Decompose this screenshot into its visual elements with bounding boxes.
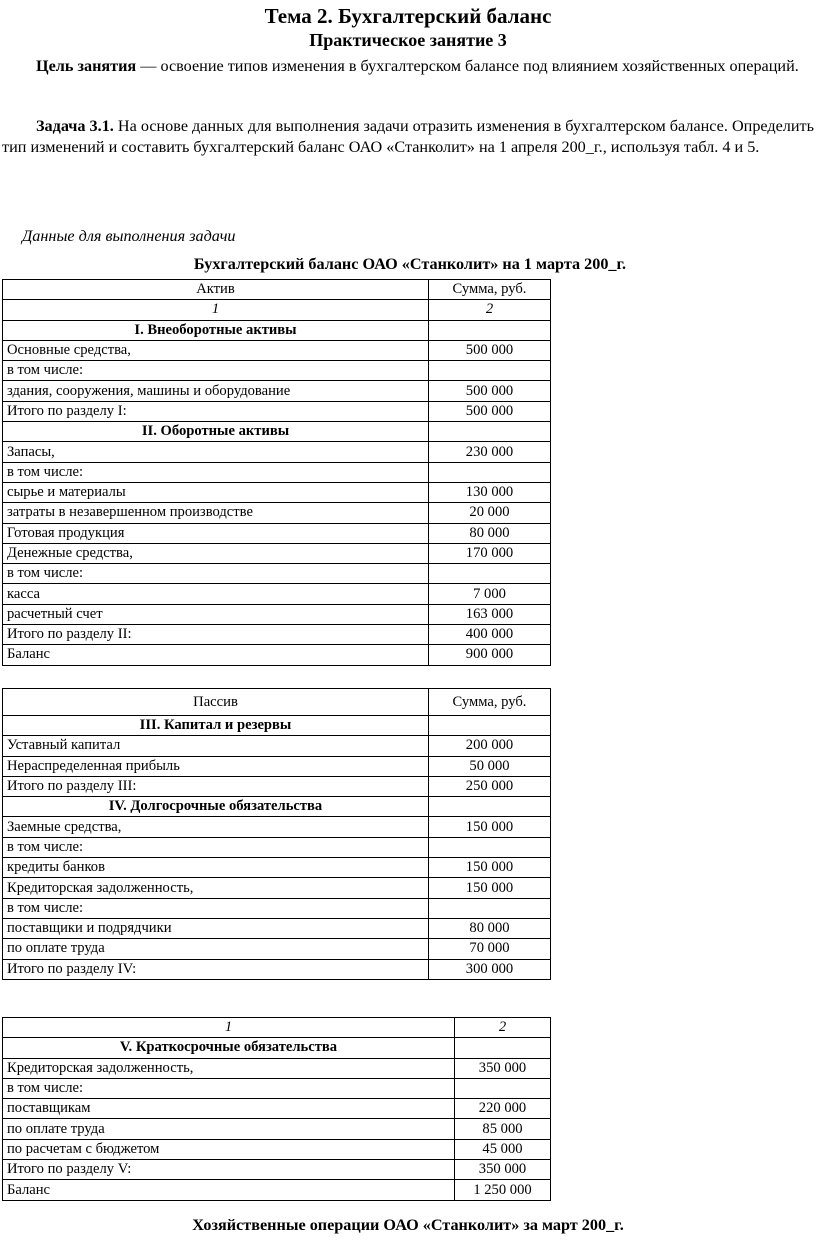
row-label: Готовая продукция [3,523,429,543]
row-sum: 250 000 [429,776,551,796]
table-row [3,1099,551,1119]
row-sum: 163 000 [429,604,551,624]
asset-header-row [3,280,551,300]
table-row [3,422,551,442]
balance-title: Бухгалтерский баланс ОАО «Станколит» на 1 марта 200_г. [193,255,627,273]
table-row [3,523,551,543]
asset-index-row [3,300,551,320]
section-heading: V. Краткосрочные обязательства [3,1038,455,1058]
liability-header-row [3,689,551,716]
liability-table [2,688,551,980]
row-label: затраты в незавершенном производстве [3,503,429,523]
table-row [3,381,551,401]
row-label: в том числе: [3,564,429,584]
task-paragraph [2,116,814,158]
row-sum [429,564,551,584]
row-label: Денежные средства, [3,543,429,563]
table-row [3,625,551,645]
row-sum [429,837,551,857]
row-sum: 200 000 [429,736,551,756]
table-row [3,918,551,938]
table-row [3,756,551,776]
table-row [3,1139,551,1159]
short-idx-sum: 2 [455,1018,551,1038]
row-sum [429,797,551,817]
table-row [3,959,551,979]
table-row [3,939,551,959]
table-row [3,837,551,857]
table-row [3,462,551,482]
row-label: сырье и материалы [3,482,429,502]
row-label: в том числе: [3,361,429,381]
row-sum [429,422,551,442]
row-label: по оплате труда [3,939,429,959]
row-sum: 400 000 [429,625,551,645]
task-text: На основе данных для выполнения задачи отразить изменения в бухгалтерском балансе. Определить тип изменений и составить бухгалтерский баланс ОАО «Станколит» на 1 апреля 200_г., используя табл. 4 и 5. [2,117,815,156]
asset-col-name: Актив [3,280,429,300]
table-row [3,1180,551,1200]
row-label: Баланс [3,1180,455,1200]
table-row [3,503,551,523]
row-label: поставщики и подрядчики [3,918,429,938]
table-row [3,361,551,381]
row-label: Итого по разделу IV: [3,959,429,979]
row-label: Уставный капитал [3,736,429,756]
row-label: Нераспределенная прибыль [3,756,429,776]
row-label: в том числе: [3,462,429,482]
table-row [3,645,551,665]
liability-col-sum: Сумма, руб. [429,689,551,716]
table-row [3,340,551,360]
row-sum: 350 000 [455,1058,551,1078]
table-row [3,1058,551,1078]
row-label: в том числе: [3,898,429,918]
table-row [3,1078,551,1098]
table-row [3,1038,551,1058]
row-sum: 50 000 [429,756,551,776]
table-row [3,564,551,584]
row-sum: 300 000 [429,959,551,979]
row-sum: 45 000 [455,1139,551,1159]
row-sum [455,1078,551,1098]
short-index-row [3,1018,551,1038]
table-row [3,401,551,421]
goal-text: — освоение типов изменения в бухгалтерском балансе под влиянием хозяйственных операций. [136,57,799,75]
row-label: Основные средства, [3,340,429,360]
row-label: поставщикам [3,1099,455,1119]
table-row [3,442,551,462]
lesson-subtitle: Практическое занятие 3 [309,30,507,50]
row-sum: 70 000 [429,939,551,959]
row-sum [455,1038,551,1058]
goal-paragraph [2,56,814,77]
operations-title: Хозяйственные операции ОАО «Станколит» за март 200_г. [192,1216,624,1234]
row-label: Кредиторская задолженность, [3,1058,455,1078]
row-sum: 150 000 [429,817,551,837]
section-heading: II. Оборотные активы [3,422,429,442]
row-sum: 150 000 [429,878,551,898]
row-sum: 80 000 [429,523,551,543]
row-sum: 80 000 [429,918,551,938]
goal-label: Цель занятия [36,57,137,75]
row-sum: 85 000 [455,1119,551,1139]
row-label: Заемные средства, [3,817,429,837]
row-label: касса [3,584,429,604]
row-sum: 500 000 [429,381,551,401]
row-label: Баланс [3,645,429,665]
table-row [3,797,551,817]
row-sum: 20 000 [429,503,551,523]
table-row [3,543,551,563]
row-label: кредиты банков [3,858,429,878]
table-row [3,716,551,736]
table-row [3,482,551,502]
row-sum: 130 000 [429,482,551,502]
row-label: Итого по разделу III: [3,776,429,796]
row-label: в том числе: [3,837,429,857]
asset-idx-sum: 2 [429,300,551,320]
section-heading: IV. Долгосрочные обязательства [3,797,429,817]
table-row [3,1160,551,1180]
table-row [3,604,551,624]
asset-col-sum: Сумма, руб. [429,280,551,300]
data-label: Данные для выполнения задачи [22,227,236,245]
table-row [3,776,551,796]
short-term-table [2,1017,551,1201]
row-label: в том числе: [3,1078,455,1098]
row-label: Итого по разделу II: [3,625,429,645]
row-label: Итого по разделу I: [3,401,429,421]
short-idx-name: 1 [3,1018,455,1038]
row-sum [429,898,551,918]
row-sum: 500 000 [429,401,551,421]
row-sum: 350 000 [455,1160,551,1180]
row-label: расчетный счет [3,604,429,624]
row-sum: 220 000 [455,1099,551,1119]
section-heading: III. Капитал и резервы [3,716,429,736]
row-sum: 500 000 [429,340,551,360]
table-row [3,878,551,898]
row-sum: 900 000 [429,645,551,665]
asset-table [2,279,551,666]
table-row [3,320,551,340]
asset-idx-name: 1 [3,300,429,320]
row-sum [429,320,551,340]
table-row [3,898,551,918]
section-heading: I. Внеоборотные активы [3,320,429,340]
row-label: Итого по разделу V: [3,1160,455,1180]
row-label: Запасы, [3,442,429,462]
row-sum: 150 000 [429,858,551,878]
row-sum: 230 000 [429,442,551,462]
topic-title: Тема 2. Бухгалтерский баланс [264,4,552,28]
row-label: по расчетам с бюджетом [3,1139,455,1159]
table-row [3,584,551,604]
row-sum: 7 000 [429,584,551,604]
row-sum [429,361,551,381]
table-row [3,817,551,837]
table-row [3,1119,551,1139]
row-sum: 170 000 [429,543,551,563]
task-label: Задача 3.1. [36,117,114,135]
row-label: по оплате труда [3,1119,455,1139]
row-sum [429,716,551,736]
row-label: здания, сооружения, машины и оборудование [3,381,429,401]
liability-col-name: Пассив [3,689,429,716]
table-row [3,736,551,756]
row-sum: 1 250 000 [455,1180,551,1200]
row-label: Кредиторская задолженность, [3,878,429,898]
table-row [3,858,551,878]
row-sum [429,462,551,482]
